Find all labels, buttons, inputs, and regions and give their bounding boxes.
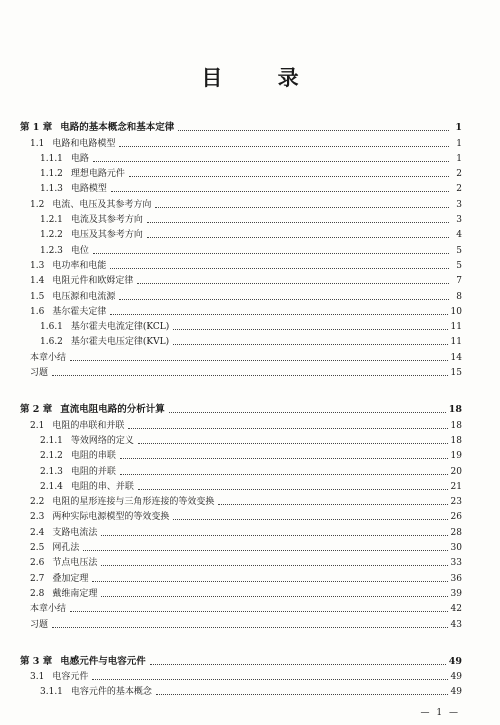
toc-entry-page: 18: [448, 404, 462, 416]
dot-leader: [101, 565, 447, 566]
toc-entry-title: 电路和电路模型: [52, 138, 116, 149]
toc-entry-number: 1.6.2: [40, 337, 63, 348]
dot-leader: [101, 596, 447, 597]
toc-entry-page: 1: [456, 138, 462, 149]
toc-entry-title: 基尔霍夫电压定律(KVL): [70, 337, 170, 348]
toc-entry-title: 习题: [30, 368, 49, 379]
toc-chapter-entry[interactable]: [20, 400, 462, 415]
toc-entry[interactable]: [20, 225, 462, 240]
toc-entry[interactable]: [20, 286, 462, 301]
toc-entry-page: 33: [450, 558, 462, 569]
toc-entry-page: 30: [450, 543, 462, 554]
toc-entry-page: 49: [448, 655, 462, 667]
toc-entry[interactable]: [20, 553, 462, 568]
toc-entry-title: 支路电流法: [52, 527, 98, 538]
toc-entry[interactable]: [20, 363, 462, 378]
toc-entry-number: 1.1: [30, 138, 45, 149]
toc-entry-page: 11: [450, 337, 462, 348]
dot-leader: [110, 268, 449, 269]
toc-entry-title: 电阻的串联: [70, 451, 116, 462]
toc-entry-page: 19: [450, 451, 462, 462]
toc-entry-title: 网孔法: [52, 543, 80, 554]
toc-entry[interactable]: [20, 332, 462, 347]
dot-leader: [70, 360, 448, 361]
toc-chapter-entry[interactable]: [20, 652, 462, 667]
toc-entry[interactable]: [20, 568, 462, 583]
toc-entry-number: 1.3: [30, 260, 45, 271]
toc-entry-page: 15: [450, 368, 462, 379]
toc-entry-number: 1.1.2: [40, 169, 63, 180]
toc-entry-number: 1.2.3: [40, 245, 63, 256]
toc-entry-title: 戴维南定理: [52, 588, 98, 599]
toc-entry-number: 2.1.2: [40, 451, 63, 462]
toc-entry[interactable]: [20, 347, 462, 362]
toc-entry[interactable]: [20, 210, 462, 225]
toc-entry-title: 电阻的并联: [70, 466, 116, 477]
toc-entry-number: 1.1.1: [40, 153, 63, 164]
dot-leader: [178, 130, 449, 131]
dot-leader: [120, 458, 448, 459]
toc-entry-title: 电容元件的基本概念: [70, 687, 152, 698]
toc-entry-title: 两种实际电源模型的等效变换: [52, 512, 170, 523]
toc-entry-title: 理想电路元件: [70, 169, 125, 180]
toc-entry[interactable]: [20, 431, 462, 446]
dot-leader: [173, 344, 447, 345]
dot-leader: [101, 535, 447, 536]
toc-entry[interactable]: [20, 133, 462, 148]
toc-entry-number: 2.3: [30, 512, 45, 523]
toc-entry-title: 电阻的星形连接与三角形连接的等效变换: [52, 497, 215, 508]
toc-entry-title: 电阻的串联和并联: [52, 420, 125, 431]
toc-entry-title: 直流电阻电路的分析计算: [60, 404, 165, 416]
toc-entry-number: 2.1.3: [40, 466, 63, 477]
toc-entry-title: 基尔霍夫定律: [52, 306, 107, 317]
toc-entry-page: 36: [450, 573, 462, 584]
toc-entry-title: 电路: [70, 153, 89, 164]
toc-entry-page: 3: [456, 215, 462, 226]
toc-entry-page: 49: [450, 687, 462, 698]
dot-leader: [156, 694, 448, 695]
toc-entry-title: 电流及其参考方向: [70, 215, 143, 226]
toc-entry[interactable]: [20, 584, 462, 599]
chapter-gap: [20, 630, 462, 652]
dot-leader: [128, 428, 447, 429]
toc-entry-title: 电压及其参考方向: [70, 230, 143, 241]
toc-entry-number: 第 2 章: [20, 404, 53, 416]
toc-entry-page: 5: [456, 245, 462, 256]
toc-entry-page: 2: [456, 169, 462, 180]
toc-entry-page: 11: [450, 322, 462, 333]
toc-entry-number: 1.1.3: [40, 184, 63, 195]
toc-entry-page: 43: [450, 619, 462, 630]
dot-leader: [52, 627, 448, 628]
toc-entry[interactable]: [20, 667, 462, 682]
toc-entry-number: 1.2.2: [40, 230, 63, 241]
toc-entry[interactable]: [20, 461, 462, 476]
dot-leader: [155, 207, 449, 208]
toc-entry[interactable]: [20, 240, 462, 255]
toc-entry[interactable]: [20, 164, 462, 179]
dot-leader: [173, 519, 447, 520]
toc-entry-page: 14: [450, 352, 462, 363]
toc-entry-page: 42: [450, 604, 462, 615]
dot-leader: [93, 253, 449, 254]
toc-entry-page: 39: [450, 588, 462, 599]
toc-entry-title: 电位: [70, 245, 89, 256]
toc-entry-page: 4: [456, 230, 462, 241]
toc-entry-page: 10: [450, 306, 462, 317]
toc-entry-number: 1.2: [30, 199, 45, 210]
dot-leader: [138, 443, 448, 444]
dot-leader: [110, 314, 447, 315]
toc-chapter-entry[interactable]: [20, 118, 462, 133]
toc-entry[interactable]: [20, 415, 462, 430]
toc-entry-page: 1: [455, 122, 462, 134]
toc-entry-title: 电流、电压及其参考方向: [52, 199, 152, 210]
toc-entry-page: 2: [456, 184, 462, 195]
toc-entry[interactable]: [20, 446, 462, 461]
toc-entry[interactable]: [20, 507, 462, 522]
toc-entry[interactable]: [20, 522, 462, 537]
toc-entry-title: 习题: [30, 619, 49, 630]
toc-entry-title: 电功率和电能: [52, 260, 107, 271]
toc-entry[interactable]: [20, 599, 462, 614]
toc-entry-title: 电路的基本概念和基本定律: [60, 122, 175, 134]
dot-leader: [129, 176, 449, 177]
toc-entry-page: 7: [456, 276, 462, 287]
dot-leader: [147, 237, 449, 238]
dot-leader: [138, 489, 448, 490]
toc-entry-number: 3.1.1: [40, 687, 63, 698]
dot-leader: [218, 504, 447, 505]
toc-entry-title: 节点电压法: [52, 558, 98, 569]
toc-entry-page: 3: [456, 199, 462, 210]
dot-leader: [92, 581, 447, 582]
toc-entry-page: 20: [450, 466, 462, 477]
dot-leader: [150, 664, 446, 665]
toc-entry-number: 2.6: [30, 558, 45, 569]
toc-entry-number: 2.1: [30, 420, 45, 431]
toc-entry[interactable]: [20, 538, 462, 553]
toc-entry-title: 叠加定理: [52, 573, 89, 584]
toc-entry-page: 28: [450, 527, 462, 538]
dot-leader: [120, 474, 448, 475]
chapter-gap: [20, 378, 462, 400]
toc-entry-number: 1.6: [30, 306, 45, 317]
toc-entry-number: 2.4: [30, 527, 45, 538]
toc-entry-page: 21: [450, 481, 462, 492]
toc-entry-title: 电感元件与电容元件: [60, 655, 146, 667]
toc-entry[interactable]: [20, 614, 462, 629]
toc-entry-page: 18: [450, 420, 462, 431]
toc-entry-number: 第 1 章: [20, 122, 53, 134]
toc-entry-title: 电阻元件和欧姆定律: [52, 276, 134, 287]
toc-entry-number: 1.5: [30, 291, 45, 302]
toc-entry-title: 等效网络的定义: [70, 435, 134, 446]
toc-entry-number: 2.1.1: [40, 435, 63, 446]
toc-entry-number: 1.2.1: [40, 215, 63, 226]
dot-leader: [169, 412, 446, 413]
toc-entry-title: 电容元件: [52, 672, 89, 683]
dot-leader: [147, 222, 449, 223]
toc-entry[interactable]: [20, 682, 462, 697]
dot-leader: [137, 283, 449, 284]
toc-entry[interactable]: [20, 492, 462, 507]
dot-leader: [119, 146, 449, 147]
toc-entry-page: 18: [450, 435, 462, 446]
toc-entry-number: 2.7: [30, 573, 45, 584]
toc-entry-page: 8: [456, 291, 462, 302]
dot-leader: [93, 161, 449, 162]
dot-leader: [119, 299, 449, 300]
toc-entry-page: 26: [450, 512, 462, 523]
toc-entry-number: 2.8: [30, 588, 45, 599]
toc-entry-page: 23: [450, 497, 462, 508]
toc-entry[interactable]: [20, 302, 462, 317]
toc-entry-number: 2.5: [30, 543, 45, 554]
dot-leader: [83, 550, 447, 551]
toc-entry-number: 3.1: [30, 672, 45, 683]
toc-entry[interactable]: [20, 477, 462, 492]
toc-entry[interactable]: [20, 256, 462, 271]
toc-entry-title: 本章小结: [30, 604, 67, 615]
page-number: — 1 —: [420, 708, 460, 718]
toc-entry-title: 电路模型: [70, 184, 107, 195]
toc-entry-number: 1.4: [30, 276, 45, 287]
toc-entry-number: 1.6.1: [40, 322, 63, 333]
toc-entry-number: 2.2: [30, 497, 45, 508]
toc-entry-title: 电压源和电流源: [52, 291, 116, 302]
toc-entry-number: 第 3 章: [20, 655, 53, 667]
toc-entry-page: 1: [456, 153, 462, 164]
toc-entry-page: 5: [456, 260, 462, 271]
toc-entry[interactable]: [20, 194, 462, 209]
dot-leader: [111, 191, 449, 192]
toc-entry-title: 本章小结: [30, 352, 67, 363]
toc-entry-page: 49: [450, 672, 462, 683]
toc-entry[interactable]: [20, 179, 462, 194]
page-title: 目 录: [201, 65, 323, 90]
dot-leader: [92, 679, 447, 680]
toc-entry-number: 2.1.4: [40, 481, 63, 492]
toc-entry-title: 电阻的串、并联: [70, 481, 134, 492]
dot-leader: [52, 375, 448, 376]
toc-entry[interactable]: [20, 317, 462, 332]
dot-leader: [70, 611, 448, 612]
toc-entry[interactable]: [20, 271, 462, 286]
toc-entry[interactable]: [20, 149, 462, 164]
dot-leader: [173, 329, 447, 330]
table-of-contents: [20, 118, 462, 697]
toc-entry-title: 基尔霍夫电流定律(KCL): [70, 322, 170, 333]
